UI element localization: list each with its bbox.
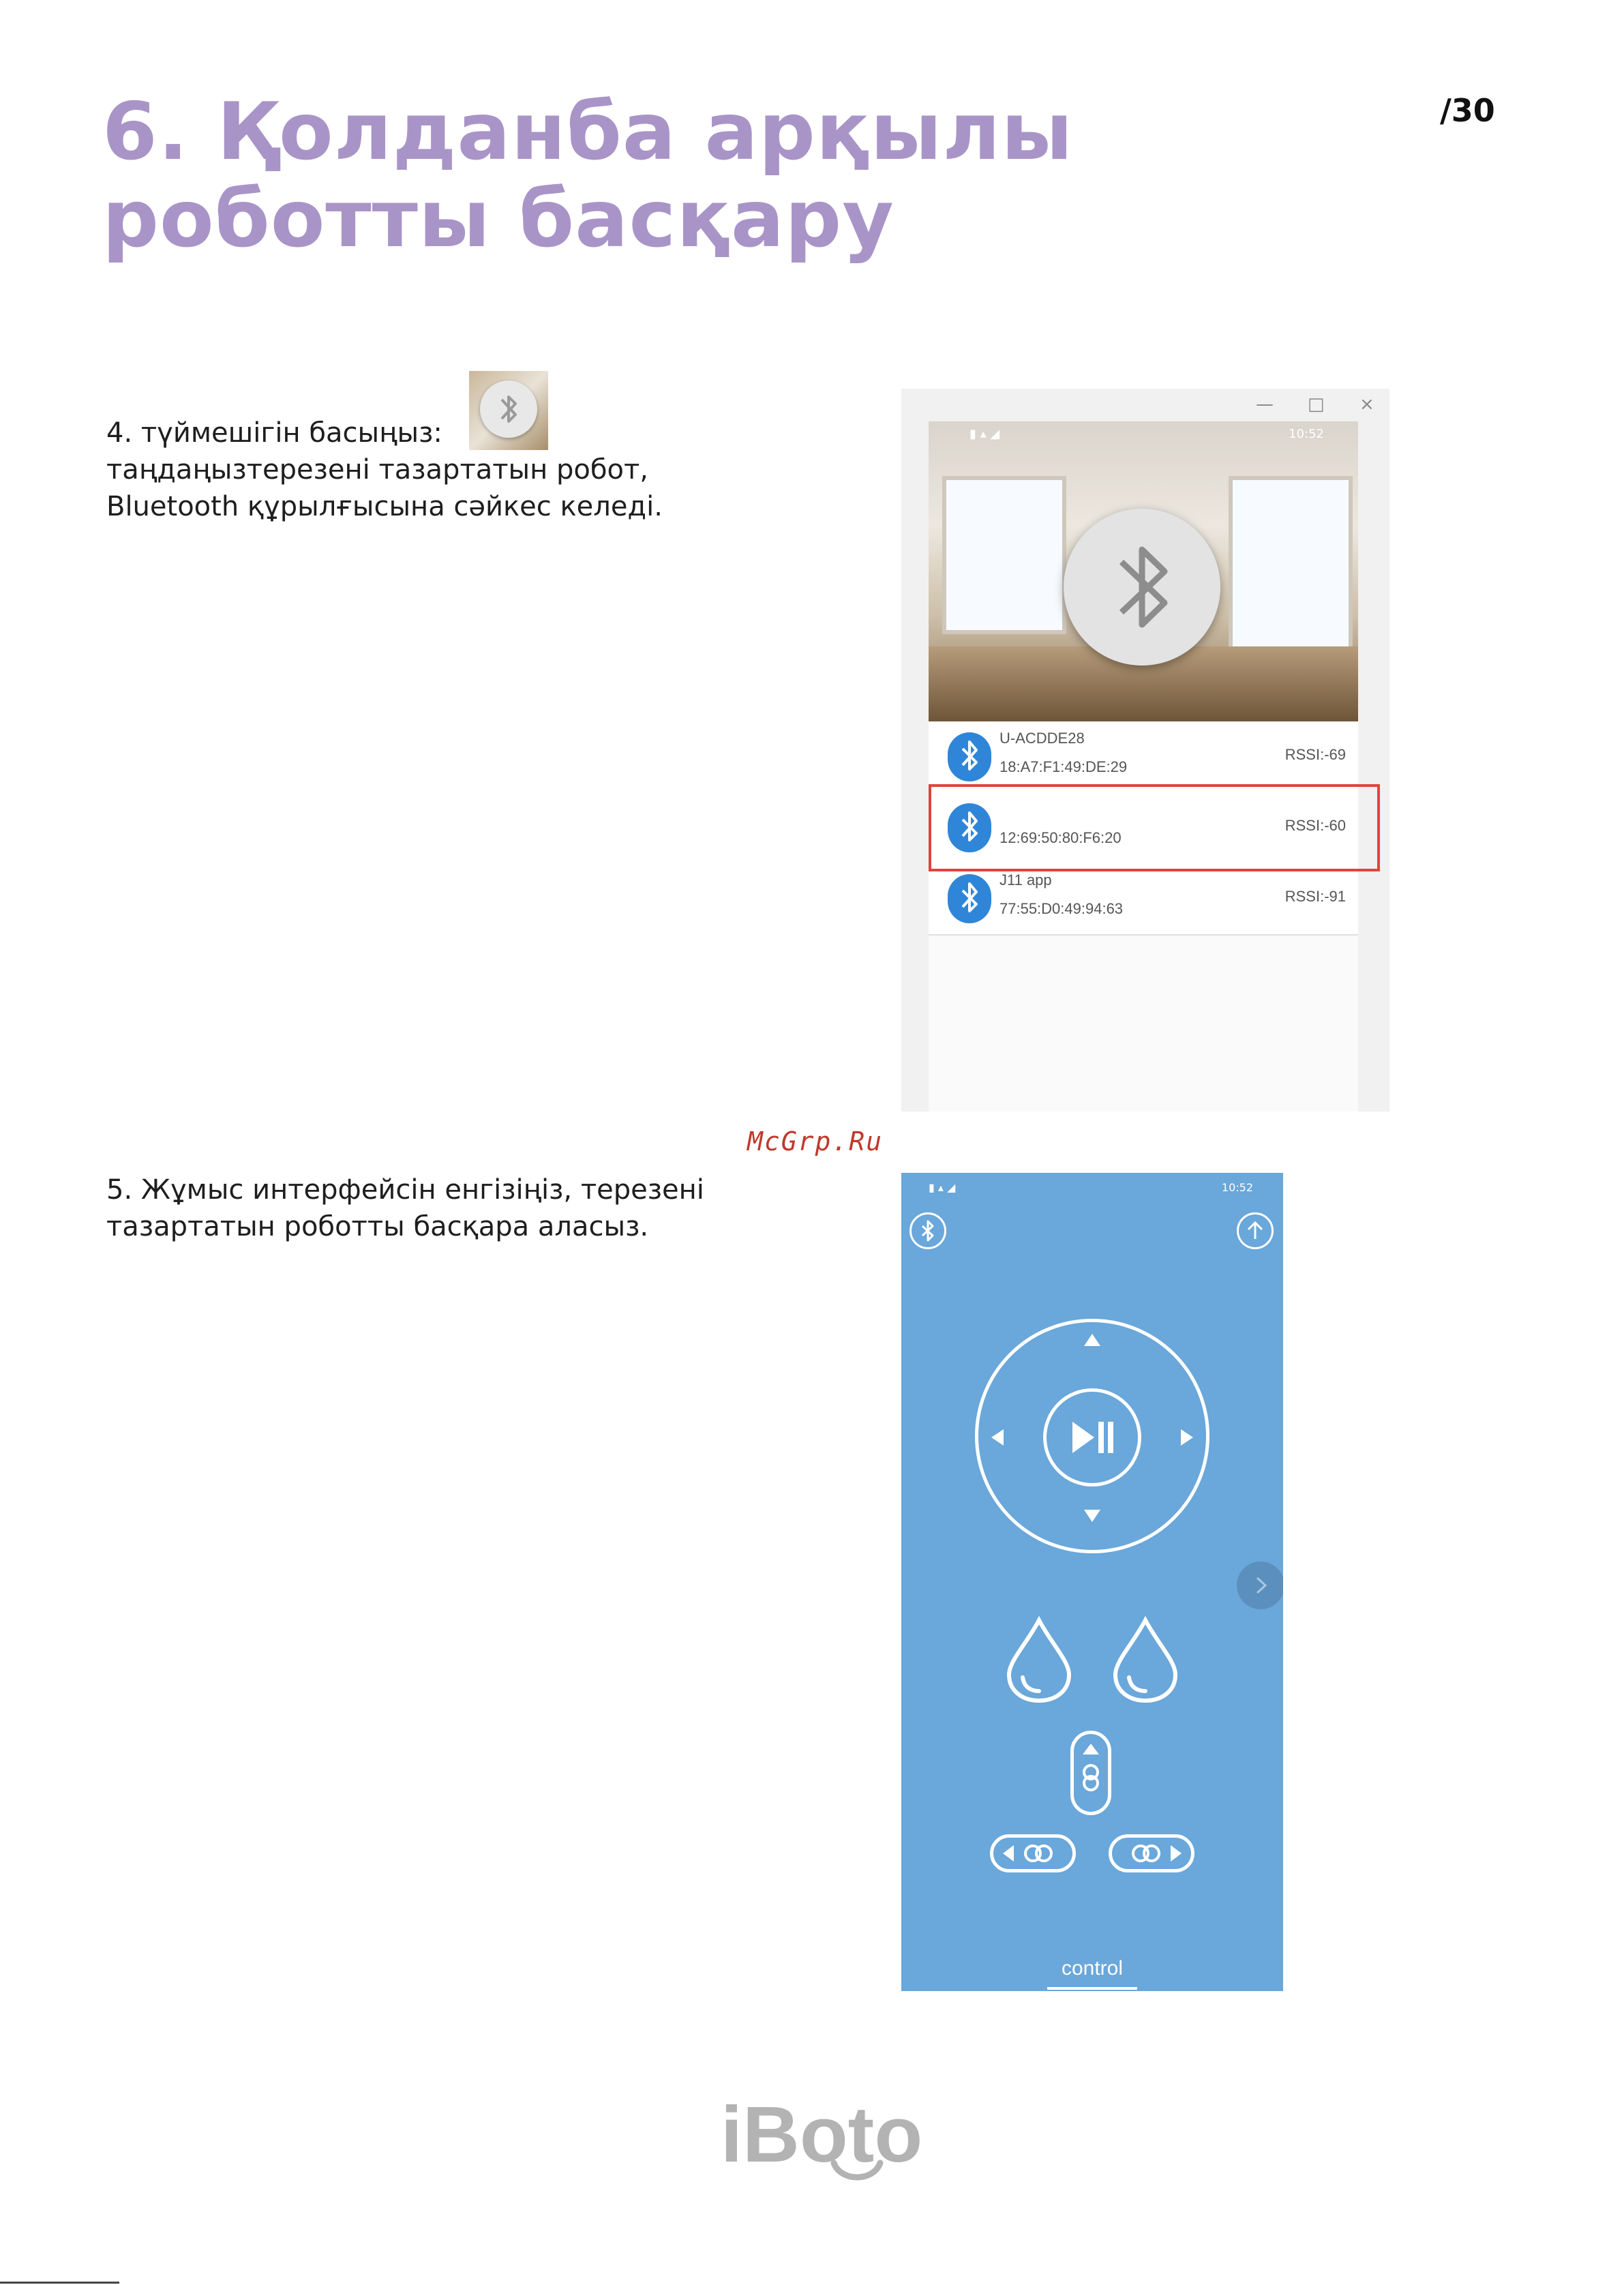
tab-indicator: [1047, 1987, 1137, 1990]
play-pause-button[interactable]: [1043, 1388, 1141, 1487]
water-drop-icon[interactable]: [1004, 1616, 1074, 1703]
device-rssi: RSSI:-69: [1284, 746, 1346, 763]
arrow-up-icon: [1239, 1214, 1272, 1247]
bluetooth-icon: [948, 874, 991, 923]
bluetooth-icon: [948, 732, 991, 781]
device-list-screenshot: [901, 389, 1389, 1111]
step5-line1: 5. Жұмыс интерфейсін енгізіңіз, терезені: [106, 1174, 704, 1206]
move-left-icon: [993, 1838, 1072, 1869]
tab-control[interactable]: control: [1061, 1957, 1124, 1980]
room-window: [942, 476, 1066, 634]
status-time: 10:52: [1221, 1181, 1253, 1194]
device-rssi: RSSI:-91: [1284, 888, 1346, 905]
svg-text:iBoto: iBoto: [720, 2090, 923, 2179]
upload-button[interactable]: [1237, 1212, 1274, 1249]
device-mac: 12:69:50:80:F6:20: [999, 829, 1122, 846]
device-mac: 77:55:D0:49:94:63: [999, 900, 1124, 917]
device-row[interactable]: [929, 721, 1358, 794]
device-row[interactable]: [929, 863, 1358, 936]
room-window: [1229, 476, 1353, 661]
page-number: /30: [1440, 92, 1495, 129]
bluetooth-button-icon: [469, 371, 548, 450]
status-bar: [901, 1180, 1283, 1200]
arrow-up-button[interactable]: [1084, 1334, 1100, 1346]
device-rssi: RSSI:-60: [1284, 817, 1346, 834]
iboto-logo: [712, 2087, 931, 2196]
move-up-icon: [1074, 1734, 1108, 1812]
step4-line1: 4. түймешігін басыңыз:: [106, 417, 442, 449]
vertical-move-button[interactable]: [1070, 1731, 1111, 1815]
bluetooth-icon: [912, 1214, 944, 1247]
maximize-icon[interactable]: □: [1308, 394, 1325, 415]
status-bar: [929, 421, 1358, 446]
next-page-button[interactable]: [1237, 1562, 1283, 1609]
minimize-icon[interactable]: —: [1256, 394, 1274, 415]
bluetooth-scan-button[interactable]: [1064, 509, 1220, 666]
signal-icon: ▮ ▴ ◢: [929, 1181, 956, 1194]
signal-icon: ▮ ▴ ◢: [969, 427, 1000, 441]
close-icon[interactable]: ×: [1359, 394, 1374, 415]
status-time: 10:52: [1289, 427, 1324, 441]
play-pause-icon: [1047, 1392, 1138, 1483]
move-right-button[interactable]: [1109, 1834, 1194, 1872]
arrow-left-button[interactable]: [991, 1429, 1004, 1446]
move-right-icon: [1112, 1838, 1191, 1869]
step4-line2: таңдаңызтерезені тазартатын робот,: [106, 454, 649, 486]
phone-screen: [929, 421, 1358, 1111]
device-name: J11 app: [999, 871, 1052, 888]
arrow-right-button[interactable]: [1181, 1429, 1193, 1446]
bluetooth-button[interactable]: [909, 1212, 946, 1249]
bluetooth-icon: [1064, 509, 1220, 666]
step4-line3: Bluetooth құрылғысына сәйкес келеді.: [106, 491, 663, 522]
water-drop-icon[interactable]: [1110, 1616, 1181, 1703]
device-name: U-ACDDE28: [999, 730, 1085, 747]
hero-image: [929, 421, 1358, 721]
device-mac: 18:A7:F1:49:DE:29: [999, 758, 1128, 775]
step5-line2: тазартатын роботты басқара аласыз.: [106, 1211, 649, 1242]
watermark: McGrp.Ru: [747, 1126, 884, 1156]
arrow-down-button[interactable]: [1084, 1510, 1100, 1522]
move-left-button[interactable]: [990, 1834, 1076, 1872]
page-title: 6. Қолданба арқылы роботты басқару: [102, 86, 1074, 265]
chevron-right-icon: [1237, 1562, 1283, 1609]
selected-device-highlight: [929, 784, 1380, 871]
footer-line: [0, 2282, 119, 2284]
control-screenshot: [901, 1173, 1283, 1991]
